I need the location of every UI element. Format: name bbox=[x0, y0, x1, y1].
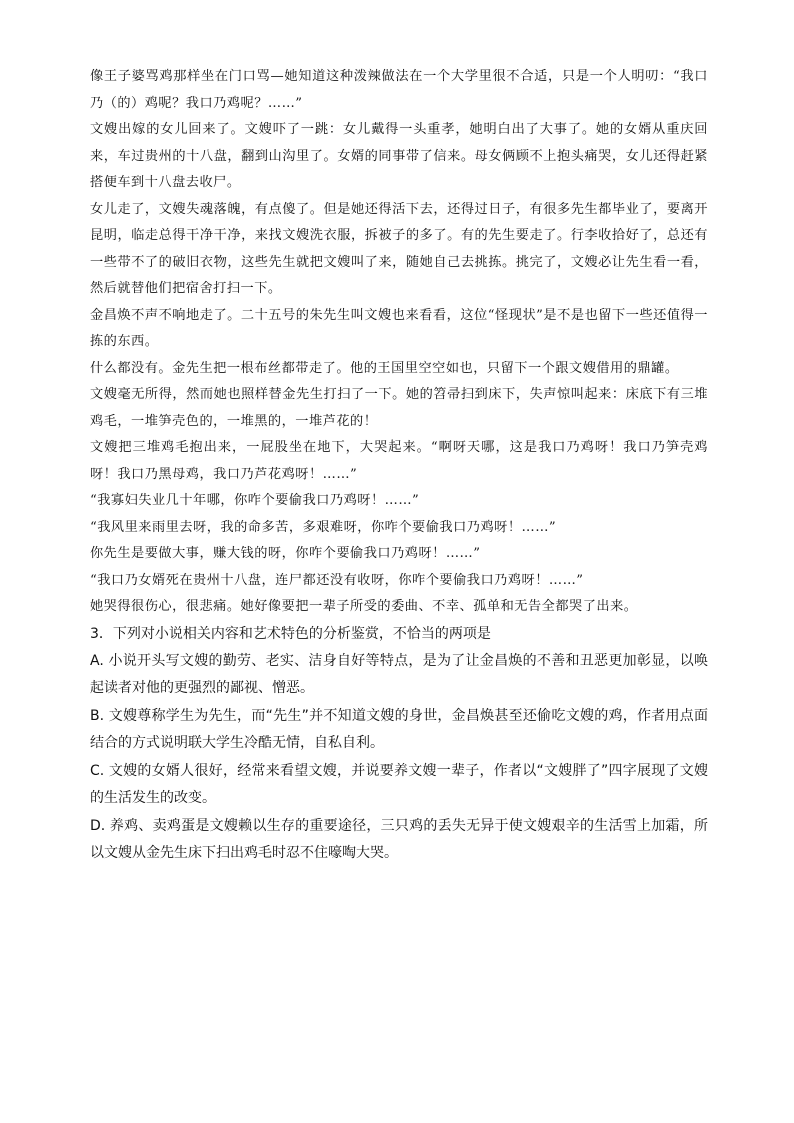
story-paragraph-6: 文嫂毫无所得，然而她也照样替金先生打扫了一下。她的笤帚扫到床下，失声惊叫起来：床底下有三堆鸡毛，一堆笋壳色的，一堆黑的，一堆芦花的！ bbox=[90, 387, 708, 429]
story-paragraph-12: 她哭得很伤心，很悲痛。她好像要把一辈子所受的委曲、不幸、孤单和无告全都哭了出来。 bbox=[90, 599, 638, 614]
story-paragraph-10: 你先生是要做大事，赚大钱的呀，你咋个要偷我口乃鸡呀！……” bbox=[90, 546, 481, 561]
option-d: D. 养鸡、卖鸡蛋是文嫂赖以生存的重要途径，三只鸡的丢失无异于使文嫂艰辛的生活雪上加霜，所以文嫂从金先生床下扫出鸡毛时忍不住嚎啕大哭。 bbox=[90, 817, 708, 861]
story-paragraph-9: “我风里来雨里去呀，我的命多苦，多艰难呀，你咋个要偷我口乃鸡呀！……” bbox=[90, 519, 557, 535]
document-page bbox=[90, 64, 708, 868]
option-c: C. 文嫂的女婿人很好，经常来看望文嫂，并说要养文嫂一辈子，作者以“文嫂胖了”四字展现了文嫂的生活发生的改变。 bbox=[90, 762, 708, 806]
story-paragraph-5: 什么都没有。金先生把一根布丝都带走了。他的王国里空空如也，只留下一个跟文嫂借用的鼎罐。 bbox=[90, 360, 679, 376]
question-stem: 3．下列对小说相关内容和艺术特色的分析鉴赏，不恰当的两项是 bbox=[90, 625, 491, 642]
story-paragraph-3: 女儿走了，文嫂失魂落魄，有点傻了。但是她还得活下去，还得过日子，有很多先生都毕业了，要离开昆明，临走总得干净干净，来找文嫂洗衣服，拆被子的多了。有的先生要走了。行李收拾好了，总还有一些带不了的破旧衣物，这些先生就把文嫂叫了来，随她自己去挑拣。挑完了，文嫂必让先生看一看，然后就替他们把宿舍打扫一下。 bbox=[90, 201, 708, 296]
story-paragraph-4: 金昌焕不声不响地走了。二十五号的朱先生叫文嫂也来看看，这位“怪现状”是不是也留下一些还值得一拣的东西。 bbox=[90, 307, 708, 349]
story-excerpt bbox=[90, 64, 708, 621]
story-paragraph-7: 文嫂把三堆鸡毛抱出来，一屁股坐在地下，大哭起来。“啊呀天哪，这是我口乃鸡呀！我口乃笋壳鸡呀！我口乃黑母鸡，我口乃芦花鸡呀！……” bbox=[90, 440, 708, 482]
story-paragraph-1: 像王子婆骂鸡那样坐在门口骂—她知道这种泼辣做法在一个大学里很不合适，只是一个人明叨：“我口乃（的）鸡呢？我口乃鸡呢？……” bbox=[90, 69, 708, 111]
option-a: A. 小说开头写文嫂的勤劳、老实、洁身自好等特点，是为了让金昌焕的不善和丑恶更加彰显，以唤起读者对他的更强烈的鄙视、憎恶。 bbox=[90, 652, 708, 696]
question-3 bbox=[90, 621, 708, 868]
story-paragraph-2: 文嫂出嫁的女儿回来了。文嫂吓了一跳：女儿戴得一头重孝，她明白出了大事了。她的女婿从重庆回来，车过贵州的十八盘，翻到山沟里了。女婿的同事带了信来。母女俩顾不上抱头痛哭，女儿还得赶紧搭便车到十八盘去收尸。 bbox=[90, 122, 708, 190]
story-paragraph-11: “我口乃女婿死在贵州十八盘，连尸都还没有收呀，你咋个要偷我口乃鸡呀！……” bbox=[90, 572, 584, 588]
story-paragraph-8: “我寡妇失业几十年哪，你咋个要偷我口乃鸡呀！……” bbox=[90, 493, 420, 508]
option-b: B. 文嫂尊称学生为先生，而“先生”并不知道文嫂的身世，金昌焕甚至还偷吃文嫂的鸡，作者用点面结合的方式说明联大学生冷酷无情，自私自利。 bbox=[90, 707, 708, 751]
